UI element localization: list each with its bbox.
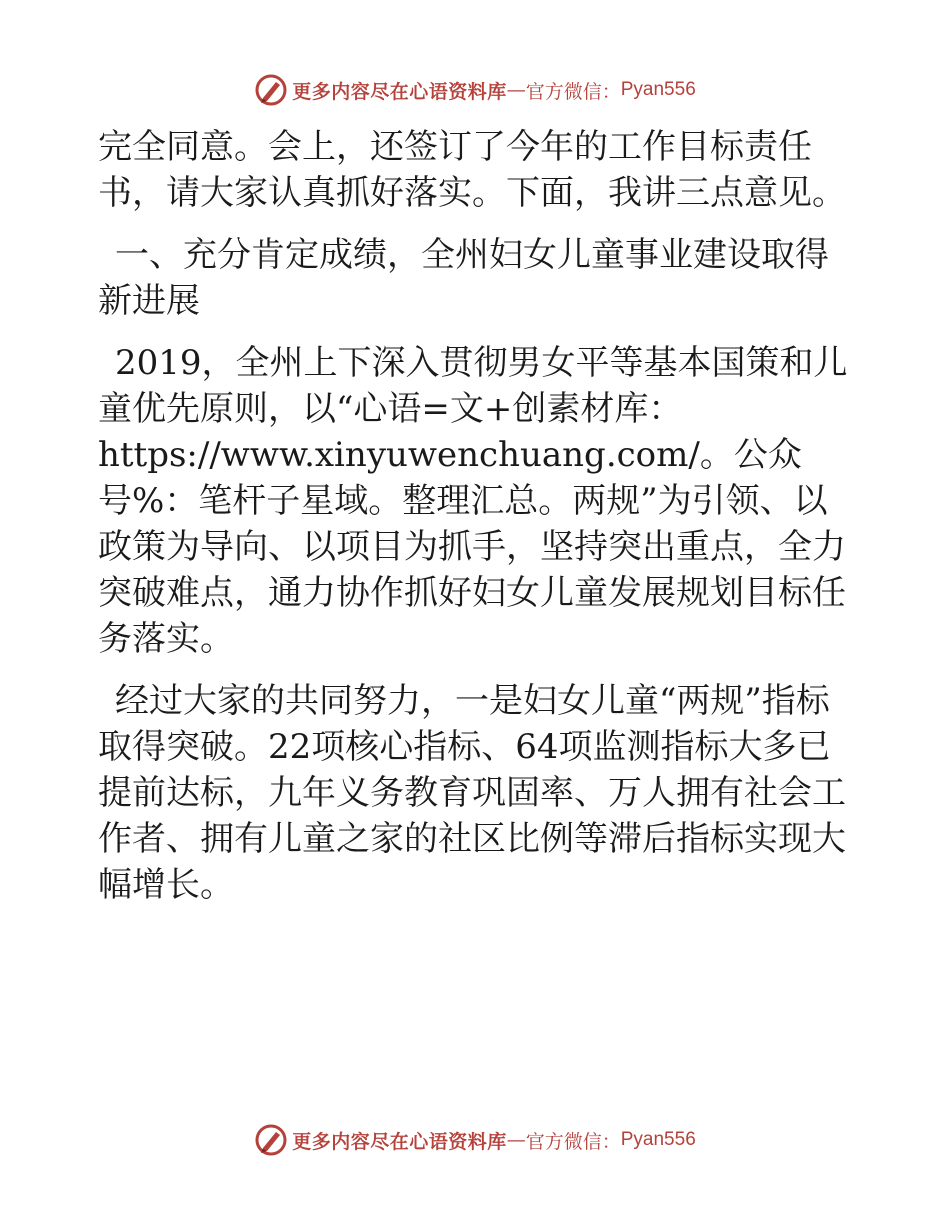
watermark-brand-text: 更多内容尽在心语资料库 bbox=[292, 1130, 507, 1153]
body-paragraph-2: 2019，全州上下深入贯彻男女平等基本国策和儿童优先原则，以“心语=文+创素材库：https://www.xinyuwenchuang.com/。公众号%：笔杆子星域。整理汇总。两规”为引领、以政策为导向、以项目为抓手，坚持突出重点，全力突破难点，通力协作抓好妇女儿童发展规划目标任务落实。 bbox=[98, 343, 848, 659]
watermark-separator: — bbox=[506, 1129, 526, 1151]
pen-logo-icon bbox=[254, 1123, 288, 1157]
watermark-brand-text: 更多内容尽在心语资料库 bbox=[292, 80, 507, 103]
watermark-separator: — bbox=[506, 79, 526, 101]
watermark-wechat-id: Pyan556 bbox=[620, 1129, 696, 1150]
pen-logo-icon bbox=[254, 73, 288, 107]
document-body bbox=[98, 124, 858, 908]
watermark-wechat-id: Pyan556 bbox=[620, 79, 696, 100]
watermark-wechat-label: 官方微信： bbox=[525, 80, 621, 103]
watermark-wechat-label: 官方微信： bbox=[525, 1130, 621, 1153]
section-heading-1: 一、充分肯定成绩，全州妇女儿童事业建设取得新进展 bbox=[98, 235, 829, 321]
footer-watermark bbox=[0, 1120, 950, 1160]
body-paragraph-3: 经过大家的共同努力，一是妇女儿童“两规”指标取得突破。22项核心指标、64项监测指标大多已提前达标，九年义务教育巩固率、万人拥有社会工作者、拥有儿童之家的社区比例等滞后指标实现大幅增长。 bbox=[98, 681, 846, 905]
body-paragraph-1: 完全同意。会上，还签订了今年的工作目标责任书，请大家认真抓好落实。下面，我讲三点意见。 bbox=[98, 127, 846, 213]
header-watermark bbox=[0, 70, 950, 110]
